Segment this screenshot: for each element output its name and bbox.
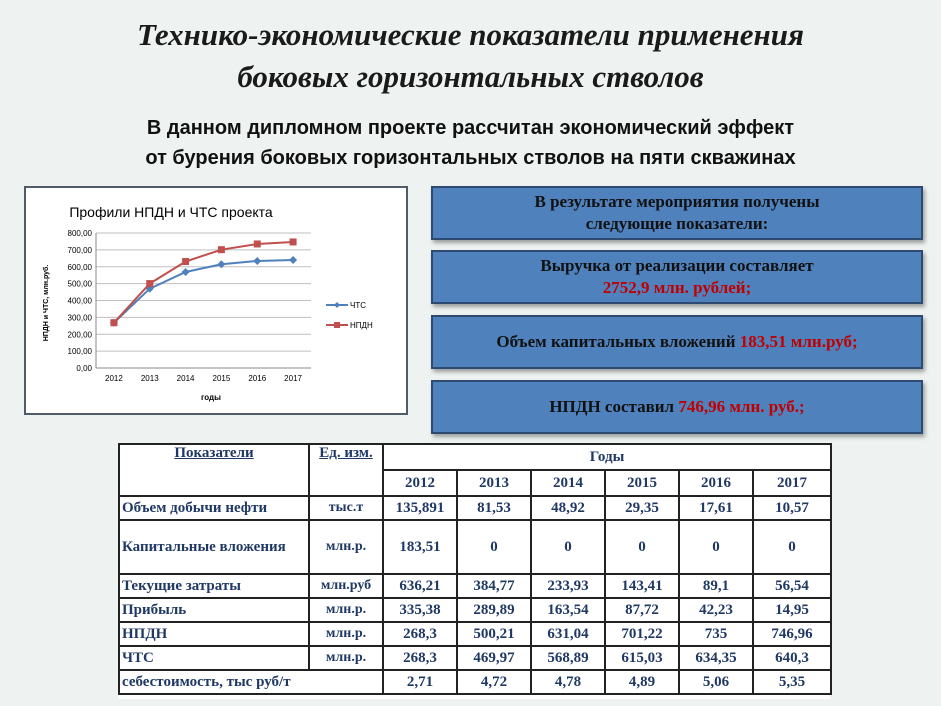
y-tick-label: 400,00 (67, 296, 92, 306)
cell-value: 4,78 (531, 670, 605, 694)
data-point-npdn (218, 246, 225, 253)
cell-value: 87,72 (605, 598, 679, 622)
revenue-value: 2752,9 млн. рублей; (602, 278, 752, 297)
year-cell: 2016 (679, 470, 753, 496)
header-indicators: Показатели (119, 444, 309, 496)
year-cell: 2015 (605, 470, 679, 496)
row-unit: млн.руб (309, 574, 383, 598)
row-label: ЧТС (119, 646, 309, 670)
year-cell: 2013 (457, 470, 531, 496)
row-unit: млн.р. (309, 598, 383, 622)
line-chart (26, 188, 406, 413)
row-label: НПДН (119, 622, 309, 646)
cell-value: 701,22 (605, 622, 679, 646)
series-line-chts (114, 260, 293, 323)
cell-value: 29,35 (605, 496, 679, 520)
cell-value: 289,89 (457, 598, 531, 622)
x-tick-label: 2013 (140, 374, 159, 383)
table-row (119, 670, 831, 694)
header-unit: Ед. изм. (309, 444, 383, 496)
cell-value: 56,54 (753, 574, 831, 598)
cell-value: 335,38 (383, 598, 457, 622)
data-point-chts (253, 257, 261, 265)
x-tick-label: 2014 (176, 374, 195, 383)
cell-value: 0 (531, 520, 605, 574)
cell-value: 631,04 (531, 622, 605, 646)
y-tick-label: 700,00 (67, 245, 92, 255)
cell-value: 5,35 (753, 670, 831, 694)
year-cell: 2012 (383, 470, 457, 496)
capex-value: 183,51 млн.руб; (739, 332, 858, 351)
cell-value: 735 (679, 622, 753, 646)
year-cell: 2014 (531, 470, 605, 496)
legend-marker (334, 322, 340, 328)
title-line-2: боковых горизонтальных стволов (237, 59, 704, 94)
cell-value: 640,3 (753, 646, 831, 670)
y-tick-label: 800,00 (67, 229, 92, 238)
page-subtitle (0, 113, 941, 173)
x-axis-ticks (105, 374, 303, 383)
cell-value: 636,21 (383, 574, 457, 598)
data-point-npdn (254, 240, 261, 247)
chart-series (110, 238, 297, 326)
table-header-row (119, 444, 831, 470)
cell-value: 268,3 (383, 622, 457, 646)
info-panel-capex (431, 315, 923, 369)
page-title (0, 14, 941, 98)
y-tick-label: 200,00 (67, 330, 92, 340)
cell-value: 10,57 (753, 496, 831, 520)
data-point-npdn (110, 319, 117, 326)
row-label: Текущие затраты (119, 574, 309, 598)
y-tick-label: 300,00 (67, 313, 92, 323)
cell-value: 0 (753, 520, 831, 574)
year-cell: 2017 (753, 470, 831, 496)
row-unit: тыс.т (309, 496, 383, 520)
chart-panel (24, 186, 408, 415)
x-tick-label: 2012 (105, 374, 123, 383)
y-tick-label: 600,00 (67, 262, 92, 272)
title-line-1: Технико-экономические показатели применения (137, 17, 804, 52)
indicators-table (118, 443, 832, 695)
npdn-text: НПДН составил (549, 397, 675, 416)
x-tick-label: 2017 (284, 374, 302, 383)
cell-value: 183,51 (383, 520, 457, 574)
table-row (119, 598, 831, 622)
subtitle-line-1: В данном дипломном проекте рассчитан экономический эффект (146, 117, 795, 139)
data-point-chts (182, 268, 190, 276)
x-tick-label: 2015 (212, 374, 231, 383)
cell-value: 268,3 (383, 646, 457, 670)
x-axis-label: годы (201, 393, 221, 402)
cell-value: 81,53 (457, 496, 531, 520)
y-tick-label: 0,00 (76, 364, 92, 373)
results-text: В результате мероприятия получены следующие показатели: (534, 192, 820, 233)
info-panel-npdn (431, 380, 923, 434)
chart-grid (96, 233, 311, 368)
cell-value: 233,93 (531, 574, 605, 598)
table-row (119, 520, 831, 574)
x-tick-label: 2016 (248, 374, 267, 383)
npdn-value: 746,96 млн. руб.; (678, 397, 805, 416)
cell-value: 163,54 (531, 598, 605, 622)
chart-legend (326, 301, 373, 330)
cell-value: 89,1 (679, 574, 753, 598)
indicators-table-wrap (118, 443, 830, 699)
cell-value: 135,891 (383, 496, 457, 520)
cell-value: 384,77 (457, 574, 531, 598)
series-line-npdn (114, 242, 293, 323)
cell-value: 42,23 (679, 598, 753, 622)
data-point-npdn (290, 238, 297, 245)
revenue-text: Выручка от реализации составляет (540, 256, 814, 275)
capex-text: Объем капитальных вложений (496, 332, 736, 351)
data-point-npdn (182, 258, 189, 265)
cell-value: 2,71 (383, 670, 457, 694)
table-row (119, 496, 831, 520)
row-unit: млн.р. (309, 520, 383, 574)
info-panel-revenue (431, 250, 923, 304)
y-axis-ticks (68, 229, 93, 373)
cell-value: 746,96 (753, 622, 831, 646)
legend-marker (334, 302, 340, 308)
cell-value: 14,95 (753, 598, 831, 622)
y-axis-label: НПДН и ЧТС, млн.руб. (43, 264, 50, 342)
row-label: себестоимость, тыс руб/т (119, 670, 383, 694)
cell-value: 143,41 (605, 574, 679, 598)
row-label: Прибыль (119, 598, 309, 622)
cell-value: 17,61 (679, 496, 753, 520)
cell-value: 5,06 (679, 670, 753, 694)
cell-value: 4,89 (605, 670, 679, 694)
cell-value: 0 (605, 520, 679, 574)
table-row (119, 574, 831, 598)
data-point-chts (289, 256, 297, 264)
row-label: Объем добычи нефти (119, 496, 309, 520)
cell-value: 0 (679, 520, 753, 574)
data-point-npdn (146, 280, 153, 287)
cell-value: 634,35 (679, 646, 753, 670)
header-years: Годы (383, 444, 831, 470)
cell-value: 469,97 (457, 646, 531, 670)
row-unit: млн.р. (309, 622, 383, 646)
cell-value: 0 (457, 520, 531, 574)
info-panel-results (431, 186, 923, 240)
legend-label: ЧТС (350, 301, 366, 310)
cell-value: 48,92 (531, 496, 605, 520)
row-label: Капитальные вложения (119, 520, 309, 574)
chart-title: Профили НПДН и ЧТС проекта (69, 204, 273, 220)
subtitle-line-2: от бурения боковых горизонтальных стволов на пяти скважинах (145, 147, 796, 169)
cell-value: 4,72 (457, 670, 531, 694)
table-row (119, 646, 831, 670)
cell-value: 500,21 (457, 622, 531, 646)
table-row (119, 622, 831, 646)
y-tick-label: 100,00 (67, 347, 92, 357)
cell-value: 615,03 (605, 646, 679, 670)
y-tick-label: 500,00 (67, 279, 92, 289)
legend-label: НПДН (350, 321, 373, 330)
cell-value: 568,89 (531, 646, 605, 670)
row-unit: млн.р. (309, 646, 383, 670)
